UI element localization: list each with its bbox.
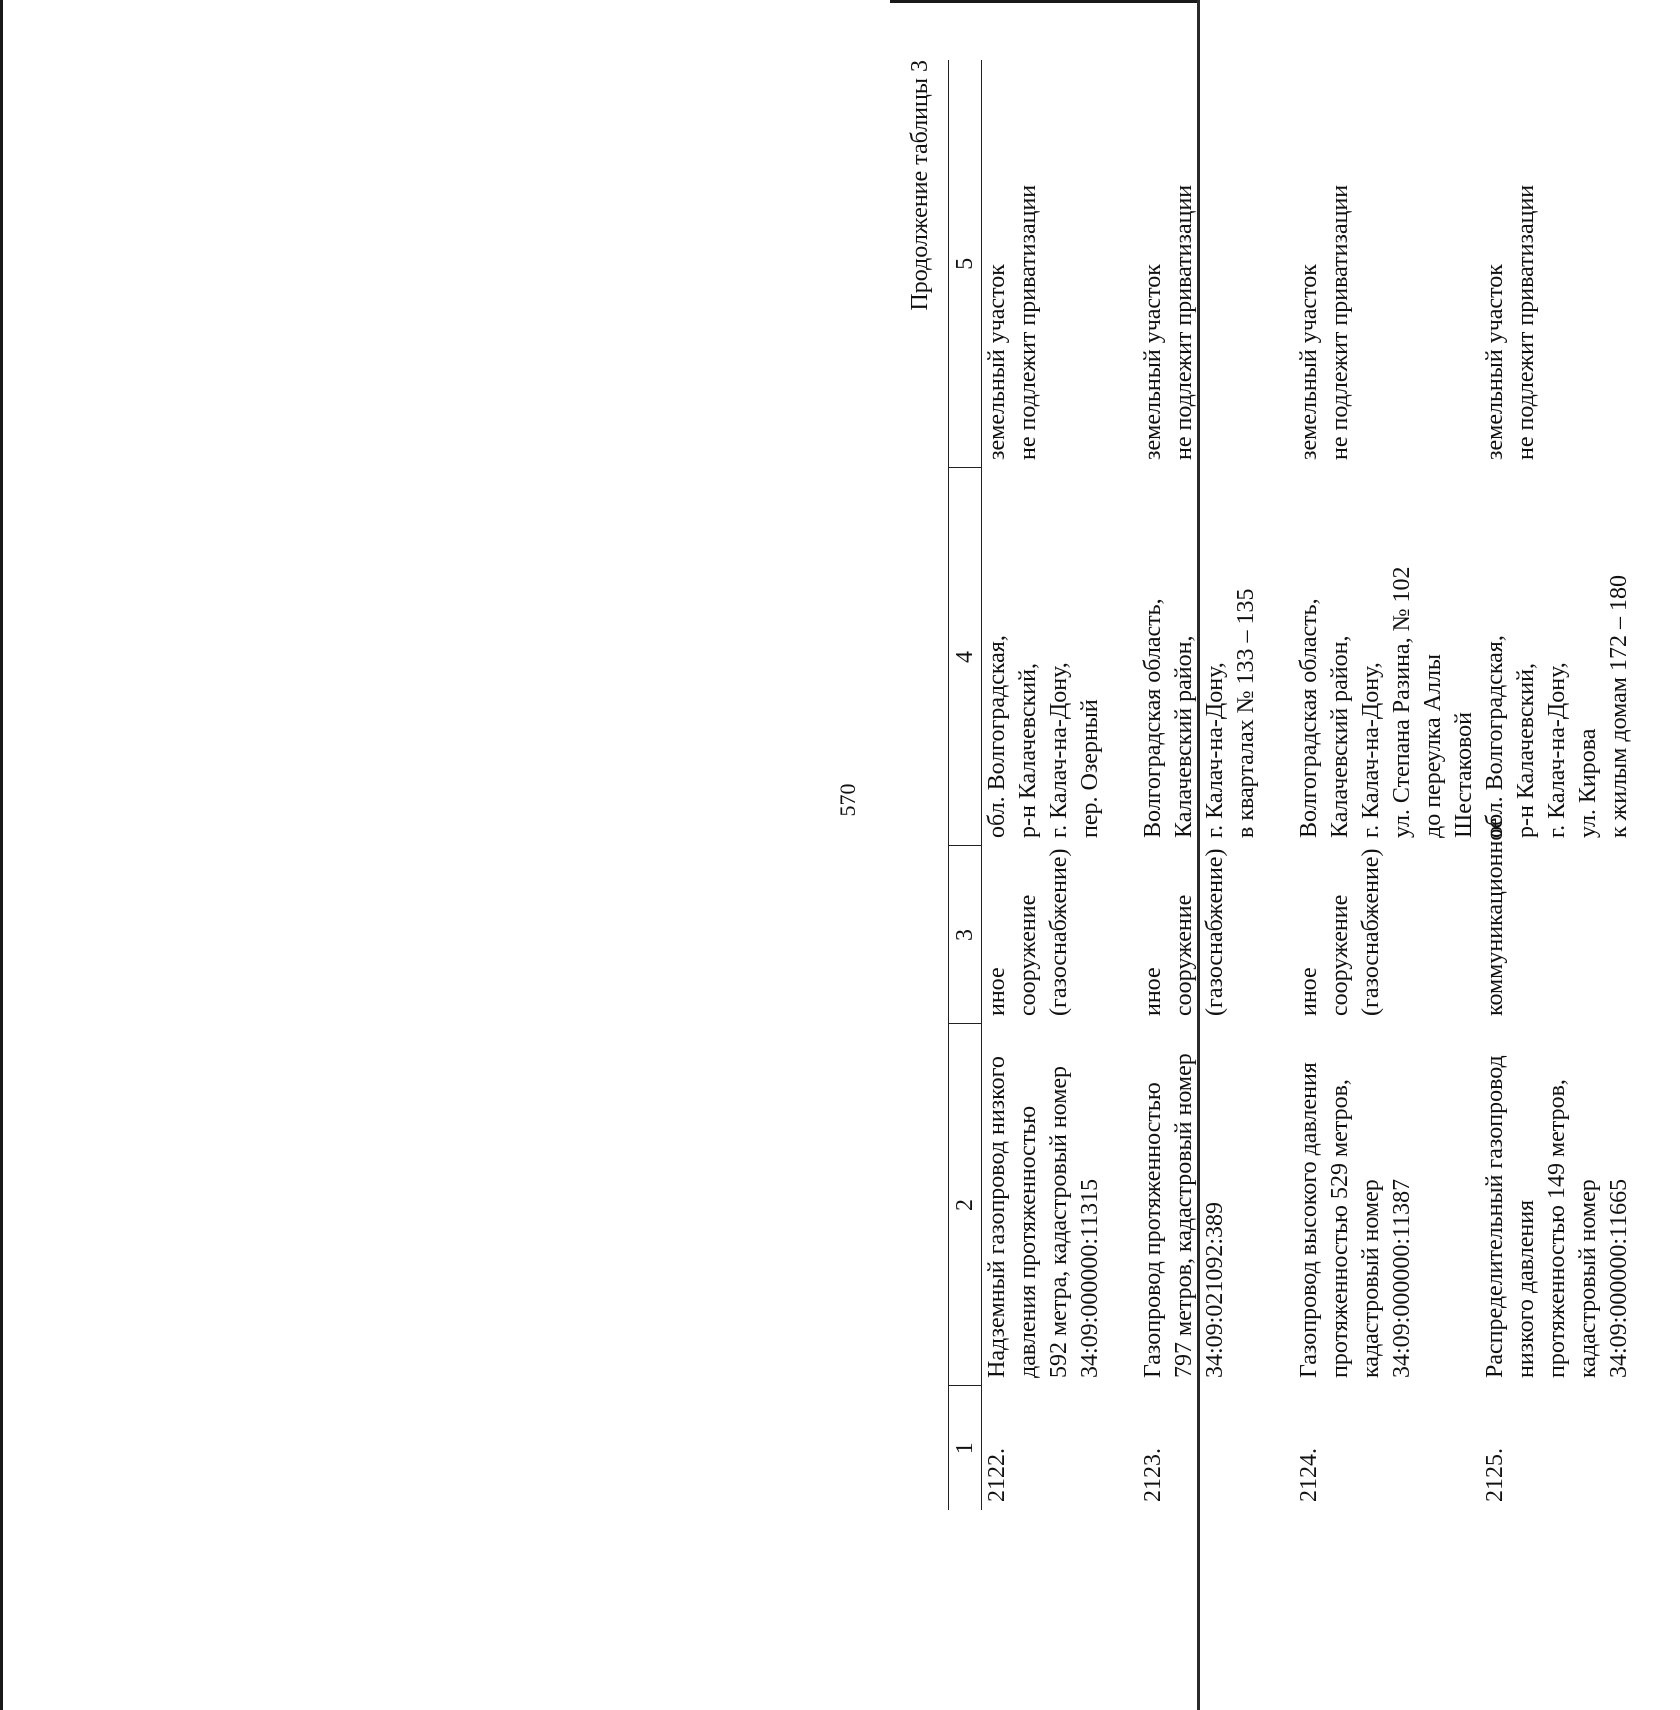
cell-line: 34:09:000000:11315: [1077, 1178, 1103, 1378]
scan-edge-top: [890, 0, 1200, 3]
rotated-page: [0, 60, 1632, 1510]
table-row: [1294, 60, 1480, 1510]
cell-line: Шестаковой: [1451, 712, 1477, 838]
cell-line: земельный участок: [984, 264, 1010, 460]
cell-line: (газоснабжение): [1046, 848, 1072, 1016]
address-cell: [1480, 468, 1680, 846]
cell-line: иное сооружение: [1296, 894, 1353, 1016]
column-header-5: 5: [949, 60, 982, 468]
cell-line: р-н Калачевский,: [1015, 663, 1041, 838]
cell-line: г. Калач-на-Дону,: [1358, 662, 1384, 838]
cell-line: 797 метров, кадастровый номер: [1171, 1053, 1197, 1378]
cell-line: к жилым домам 172 – 180: [1606, 575, 1632, 838]
cell-line: не подлежит приватизации: [1327, 184, 1353, 460]
cell-line: кадастровый номер: [1575, 1179, 1601, 1378]
cell-line: Распределительный газопровод: [1482, 1055, 1508, 1378]
object-name-cell: [1294, 1024, 1480, 1386]
cell-line: Газопровод высокого давления: [1296, 1062, 1322, 1378]
cell-line: (газоснабжение): [1202, 848, 1228, 1016]
cell-line: протяженностью 149 метров,: [1544, 1079, 1570, 1378]
object-type-cell: [982, 846, 1139, 1024]
cell-line: земельный участок: [1140, 264, 1166, 460]
note-cell: [1480, 60, 1680, 468]
cell-line: кадастровый номер: [1358, 1179, 1384, 1378]
property-table: [948, 60, 1680, 1510]
cell-line: 34:09:000000:11387: [1389, 1178, 1415, 1378]
cell-line: г. Калач-на-Дону,: [1202, 662, 1228, 838]
address-cell: [1138, 468, 1294, 846]
table-row: [1138, 60, 1294, 1510]
cell-line: 34:09:021092:389: [1202, 1201, 1228, 1378]
cell-line: ул. Кирова: [1575, 728, 1601, 838]
note-cell: [1294, 60, 1480, 468]
column-header-1: 1: [949, 1386, 982, 1510]
column-header-3: 3: [949, 846, 982, 1024]
table-continuation-caption: Продолжение таблицы 3: [907, 60, 933, 311]
cell-line: протяженностью 529 метров,: [1327, 1079, 1353, 1378]
cell-line: земельный участок: [1482, 264, 1508, 460]
cell-line: Калачевский район,: [1327, 635, 1353, 838]
row-number: 2123.: [1140, 1448, 1166, 1502]
table-row: [1480, 60, 1680, 1510]
table-row: [982, 60, 1139, 1510]
cell-line: 592 метра, кадастровый номер: [1046, 1065, 1072, 1378]
object-name-cell: [982, 1024, 1139, 1386]
cell-line: обл. Волгоградская,: [1482, 635, 1508, 838]
cell-line: не подлежит приватизации: [1513, 184, 1539, 460]
row-number: 2122.: [984, 1448, 1010, 1502]
cell-line: Калачевский район,: [1171, 635, 1197, 838]
cell-line: пер. Озерный: [1077, 699, 1103, 838]
object-name-cell: [1480, 1024, 1680, 1386]
cell-line: обл. Волгоградская,: [984, 635, 1010, 838]
cell-line: ул. Степана Разина, № 102: [1389, 566, 1415, 838]
cell-line: до переулка Аллы: [1420, 653, 1446, 838]
cell-line: в кварталах № 133 – 135: [1233, 588, 1259, 838]
table-header-row: [949, 60, 982, 1510]
cell-line: коммуникационное: [1482, 817, 1508, 1016]
object-type-cell: [1138, 846, 1294, 1024]
cell-line: низкого давления: [1513, 1199, 1539, 1378]
note-cell: [982, 60, 1139, 468]
row-number: 2125.: [1482, 1448, 1508, 1502]
cell-line: Надземный газопровод низкого: [984, 1056, 1010, 1378]
object-name-cell: [1138, 1024, 1294, 1386]
cell-line: давления протяженностью: [1015, 1105, 1041, 1378]
cell-line: Газопровод протяженностью: [1140, 1082, 1166, 1378]
object-type-cell: [1480, 817, 1680, 1024]
address-cell: [1294, 468, 1480, 846]
note-cell: [1138, 60, 1294, 468]
cell-line: (газоснабжение): [1358, 848, 1384, 1016]
cell-line: Волгоградская область,: [1140, 598, 1166, 838]
address-cell: [982, 468, 1139, 846]
cell-line: иное сооружение: [984, 894, 1041, 1016]
cell-line: г. Калач-на-Дону,: [1544, 662, 1570, 838]
page-number: 570: [835, 783, 860, 817]
cell-line: земельный участок: [1296, 264, 1322, 460]
cell-line: не подлежит приватизации: [1015, 184, 1041, 460]
object-type-cell: [1294, 846, 1480, 1024]
cell-line: иное сооружение: [1140, 894, 1197, 1016]
column-header-2: 2: [949, 1024, 982, 1386]
cell-line: не подлежит приватизации: [1171, 184, 1197, 460]
cell-line: 34:09:000000:11665: [1606, 1178, 1632, 1378]
cell-line: р-н Калачевский,: [1513, 663, 1539, 838]
cell-line: Волгоградская область,: [1296, 598, 1322, 838]
row-number: 2124.: [1296, 1448, 1322, 1502]
cell-line: г. Калач-на-Дону,: [1046, 662, 1072, 838]
column-header-4: 4: [949, 468, 982, 846]
